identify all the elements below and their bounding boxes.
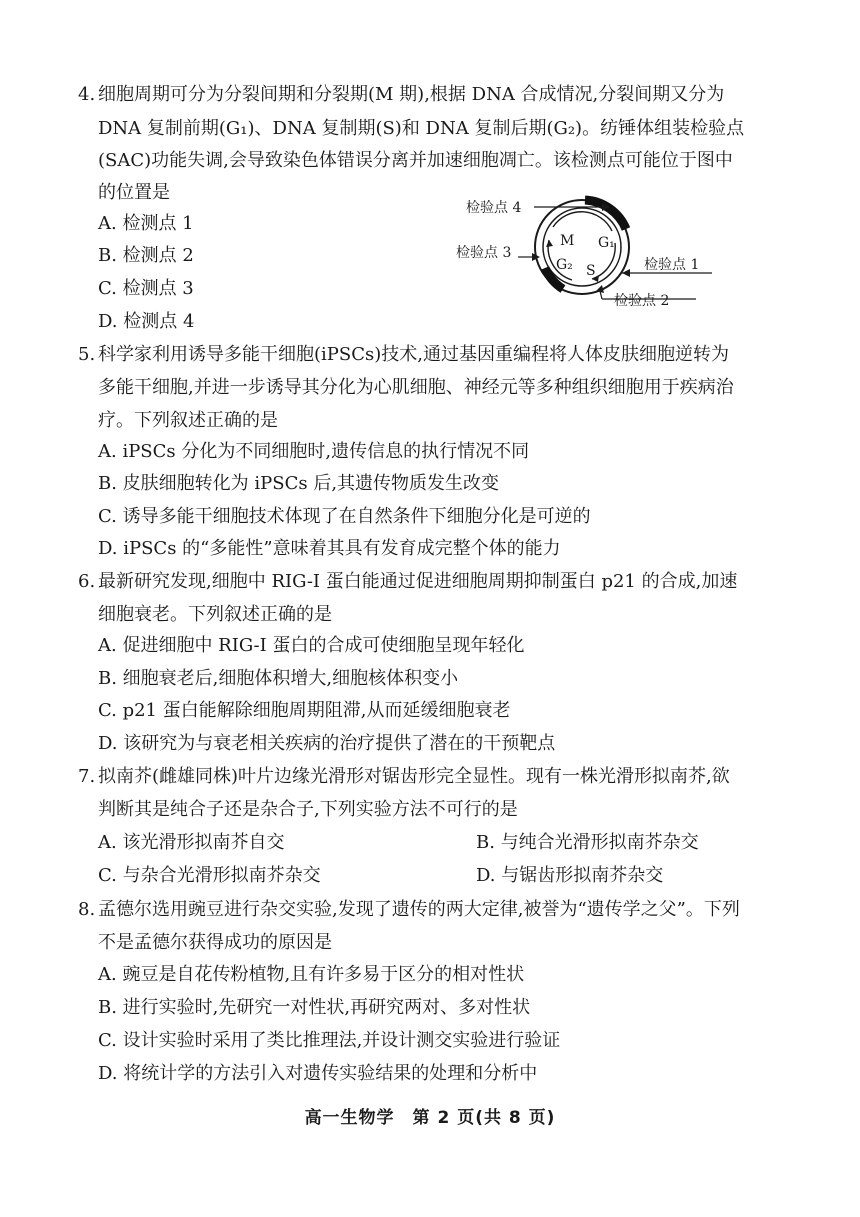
option-d: D. iPSCs 的“多能性”意味着其具有发育成完整个体的能力 [98, 538, 561, 559]
option-a: A. 豌豆是自花传粉植物,且有许多易于区分的相对性状 [98, 964, 525, 985]
question-text-line: 最新研究发现,细胞中 RIG-I 蛋白能通过促进细胞周期抑制蛋白 p21 的合成,加速 [98, 571, 738, 592]
phase-label-m: M [560, 233, 575, 249]
question-text-line: (SAC)功能失调,会导致染色体错误分离并加速细胞凋亡。该检测点可能位于图中 [98, 150, 733, 171]
option-b: B. 进行实验时,先研究一对性状,再研究两对、多对性状 [98, 997, 531, 1018]
page-footer: 高一生物学 第 2 页(共 8 页) [304, 1108, 556, 1128]
question-text-line: 科学家利用诱导多能干细胞(iPSCs)技术,通过基因重编程将人体皮肤细胞逆转为 [98, 344, 729, 365]
phase-label-s: S [586, 263, 596, 279]
checkpoint-4-label: 检验点 4 [466, 200, 522, 216]
option-d: D. 检测点 4 [98, 311, 195, 332]
question-number: 4. [78, 84, 96, 105]
option-c: C. 检测点 3 [98, 278, 194, 299]
option-a: A. 促进细胞中 RIG-I 蛋白的合成可使细胞呈现年轻化 [98, 635, 525, 656]
option-b: B. 皮肤细胞转化为 iPSCs 后,其遗传物质发生改变 [98, 473, 500, 494]
question-text-line: 不是孟德尔获得成功的原因是 [98, 932, 332, 953]
option-d: D. 与锯齿形拟南芥杂交 [476, 865, 664, 886]
checkpoint-3-label: 检验点 3 [456, 245, 512, 261]
cell-cycle-diagram [452, 195, 732, 320]
option-b: B. 与纯合光滑形拟南芥杂交 [476, 832, 699, 853]
checkpoint-2-label: 检验点 2 [614, 293, 670, 309]
option-c: C. 诱导多能干细胞技术体现了在自然条件下细胞分化是可逆的 [98, 506, 591, 527]
question-number: 5. [78, 344, 96, 365]
phase-label-g1: G₁ [598, 235, 615, 251]
question-text-line: 细胞周期可分为分裂间期和分裂期(M 期),根据 DNA 合成情况,分裂间期又分为 [98, 84, 725, 105]
arrowhead [546, 240, 553, 247]
option-c: C. 设计实验时采用了类比推理法,并设计测交实验进行验证 [98, 1030, 561, 1051]
question-text-line: 多能干细胞,并进一步诱导其分化为心肌细胞、神经元等多种组织细胞用于疾病治 [98, 377, 734, 398]
option-b: B. 细胞衰老后,细胞体积增大,细胞核体积变小 [98, 668, 459, 689]
option-c: C. 与杂合光滑形拟南芥杂交 [98, 865, 321, 886]
option-a: A. 该光滑形拟南芥自交 [98, 832, 285, 853]
question-text-line: 拟南芥(雌雄同株)叶片边缘光滑形对锯齿形完全显性。现有一株光滑形拟南芥,欲 [98, 766, 730, 787]
phase-label-g2: G₂ [556, 257, 573, 273]
option-a: A. 检测点 1 [98, 213, 194, 234]
question-number: 6. [78, 571, 96, 592]
question-text-line: DNA 复制前期(G₁)、DNA 复制期(S)和 DNA 复制后期(G₂)。纺锤体组装检验点 [98, 118, 745, 139]
phase-band-m [585, 200, 626, 229]
option-a: A. iPSCs 分化为不同细胞时,遗传信息的执行情况不同 [98, 441, 530, 462]
question-number: 7. [78, 766, 96, 787]
question-number: 8. [78, 899, 96, 920]
question-text-line: 判断其是纯合子还是杂合子,下列实验方法不可行的是 [98, 799, 518, 820]
checkpoint-1-label: 检验点 1 [644, 257, 700, 273]
option-b: B. 检测点 2 [98, 245, 194, 266]
question-text-line: 的位置是 [98, 182, 170, 203]
question-text-line: 孟德尔选用豌豆进行杂交实验,发现了遗传的两大定律,被誉为“遗传学之父”。下列 [98, 899, 740, 920]
question-text-line: 细胞衰老。下列叙述正确的是 [98, 604, 332, 625]
option-c: C. p21 蛋白能解除细胞周期阻滞,从而延缓细胞衰老 [98, 700, 511, 721]
option-d: D. 该研究为与衰老相关疾病的治疗提供了潜在的干预靶点 [98, 733, 556, 754]
option-d: D. 将统计学的方法引入对遗传实验结果的处理和分析中 [98, 1063, 538, 1084]
question-text-line: 疗。下列叙述正确的是 [98, 410, 278, 431]
